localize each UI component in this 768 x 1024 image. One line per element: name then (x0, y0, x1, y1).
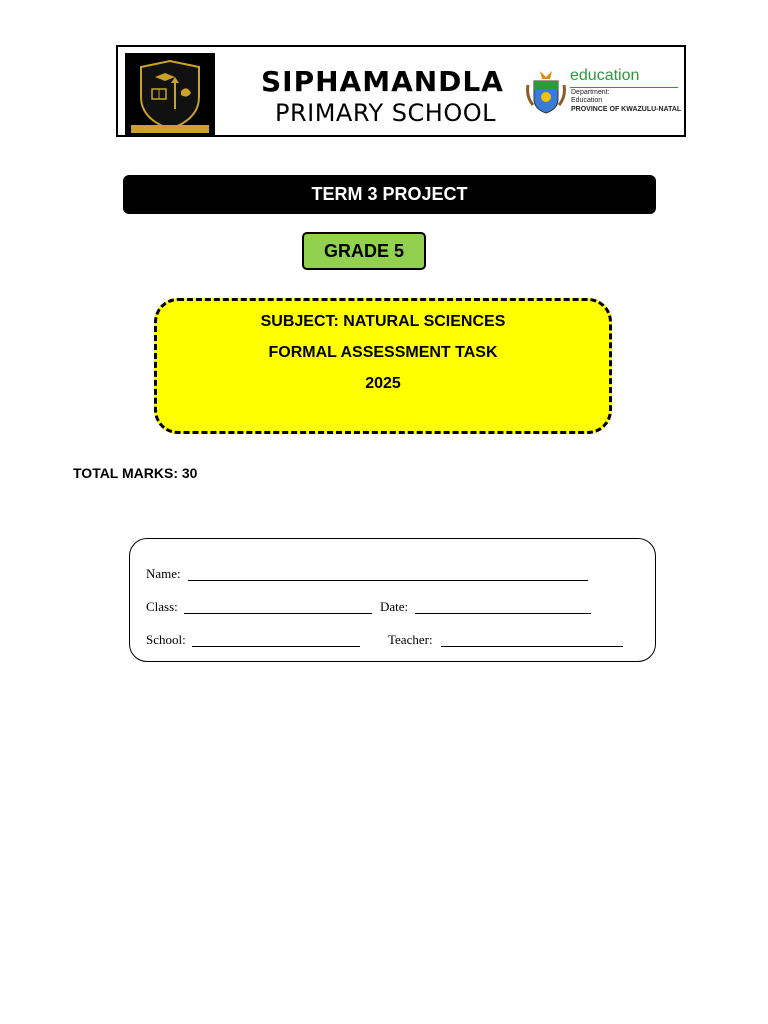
date-label: Date: (380, 599, 409, 614)
grade-badge: GRADE 5 (302, 232, 426, 270)
class-label: Class: (146, 599, 178, 614)
teacher-label: Teacher: (388, 632, 433, 647)
kzn-coat-of-arms-icon (526, 67, 566, 117)
education-department-lines (571, 89, 610, 105)
assessment-task-label: FORMAL ASSESSMENT TASK (268, 344, 498, 361)
subject-box (154, 298, 612, 434)
department-line: Department: (571, 89, 610, 96)
school-name: SIPHAMANDLA (261, 65, 504, 98)
learner-info-box (129, 538, 656, 662)
school-header (116, 45, 686, 137)
teacher-field[interactable] (441, 646, 623, 647)
education-rule (570, 87, 678, 88)
class-field[interactable] (184, 613, 372, 614)
education-wordmark: education (570, 67, 640, 84)
total-marks: TOTAL MARKS: 30 (73, 465, 198, 481)
date-field[interactable] (415, 613, 591, 614)
subject-label: SUBJECT: NATURAL SCIENCES (260, 313, 506, 330)
title-bar: TERM 3 PROJECT (123, 175, 656, 214)
department-line: Education (571, 97, 603, 104)
year-label: 2025 (365, 375, 401, 392)
name-field[interactable] (188, 580, 588, 581)
education-province: PROVINCE OF KWAZULU-NATAL (571, 106, 682, 113)
school-subtitle: PRIMARY SCHOOL (275, 99, 496, 127)
school-field[interactable] (192, 646, 360, 647)
school-crest-icon (125, 53, 215, 135)
school-label: School: (146, 632, 186, 647)
name-label: Name: (146, 566, 181, 581)
